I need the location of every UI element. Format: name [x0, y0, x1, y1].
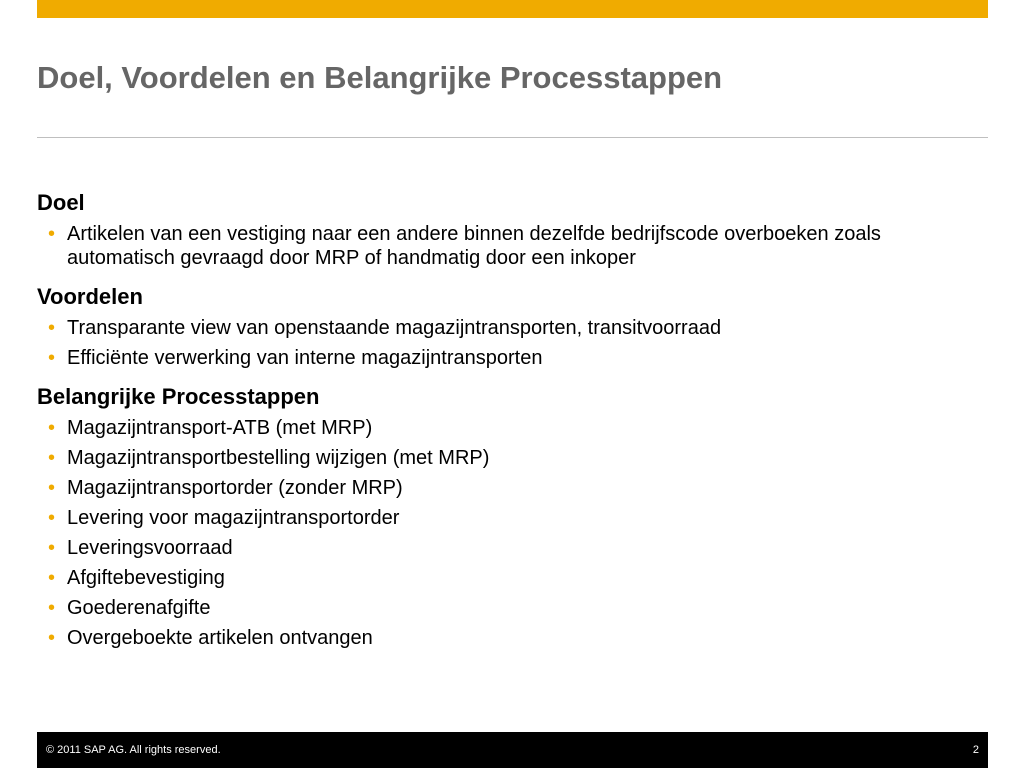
footer-bar [37, 732, 988, 768]
bullet-icon: • [48, 507, 56, 529]
bullet-list [37, 222, 977, 270]
bullet-list [37, 316, 977, 370]
bullet-item [37, 476, 977, 500]
bullet-item [37, 346, 977, 370]
top-accent-bar [37, 0, 988, 18]
bullet-text: Efficiënte verwerking van interne magazijntransporten [67, 347, 543, 369]
bullet-text: Levering voor magazijntransportorder [67, 507, 400, 529]
bullet-text: Magazijntransport-ATB (met MRP) [67, 417, 373, 439]
section-doel [37, 188, 977, 270]
section-heading: Voordelen [37, 284, 143, 309]
bullet-item [37, 566, 977, 590]
footer-copyright: © 2011 SAP AG. All rights reserved. [46, 744, 221, 756]
section-heading: Doel [37, 190, 85, 215]
section-heading: Belangrijke Processtappen [37, 384, 320, 409]
bullet-item [37, 316, 977, 340]
bullet-icon: • [48, 347, 56, 369]
bullet-icon: • [48, 597, 56, 619]
bullet-icon: • [48, 417, 56, 439]
bullet-icon: • [48, 477, 56, 499]
bullet-list [37, 416, 977, 650]
bullet-item [37, 416, 977, 440]
page-number: 2 [972, 744, 979, 756]
bullet-text: Afgiftebevestiging [67, 567, 225, 589]
section-processtappen [37, 382, 977, 650]
bullet-text: Overgeboekte artikelen ontvangen [67, 627, 373, 649]
bullet-text: Artikelen van een vestiging naar een andere binnen dezelfde bedrijfscode overboeken zoals automatisch gevraagd door MRP of handmatig door een inkoper [67, 223, 881, 269]
bullet-text: Magazijntransportorder (zonder MRP) [67, 477, 403, 499]
bullet-icon: • [48, 537, 56, 559]
slide-content [37, 188, 977, 662]
bullet-item [37, 446, 977, 470]
bullet-item [37, 596, 977, 620]
bullet-icon: • [48, 447, 56, 469]
bullet-icon: • [48, 223, 56, 245]
bullet-text: Magazijntransportbestelling wijzigen (met MRP) [67, 447, 490, 469]
slide-title: Doel, Voordelen en Belangrijke Processtappen [37, 60, 723, 95]
bullet-item [37, 222, 977, 270]
bullet-text: Goederenafgifte [67, 597, 211, 619]
bullet-item [37, 626, 977, 650]
bullet-item [37, 536, 977, 560]
bullet-text: Leveringsvoorraad [67, 537, 233, 559]
bullet-text: Transparante view van openstaande magazijntransporten, transitvoorraad [67, 317, 722, 339]
bullet-icon: • [48, 317, 56, 339]
section-voordelen [37, 282, 977, 370]
title-divider [37, 137, 988, 138]
bullet-item [37, 506, 977, 530]
bullet-icon: • [48, 567, 56, 589]
bullet-icon: • [48, 627, 56, 649]
